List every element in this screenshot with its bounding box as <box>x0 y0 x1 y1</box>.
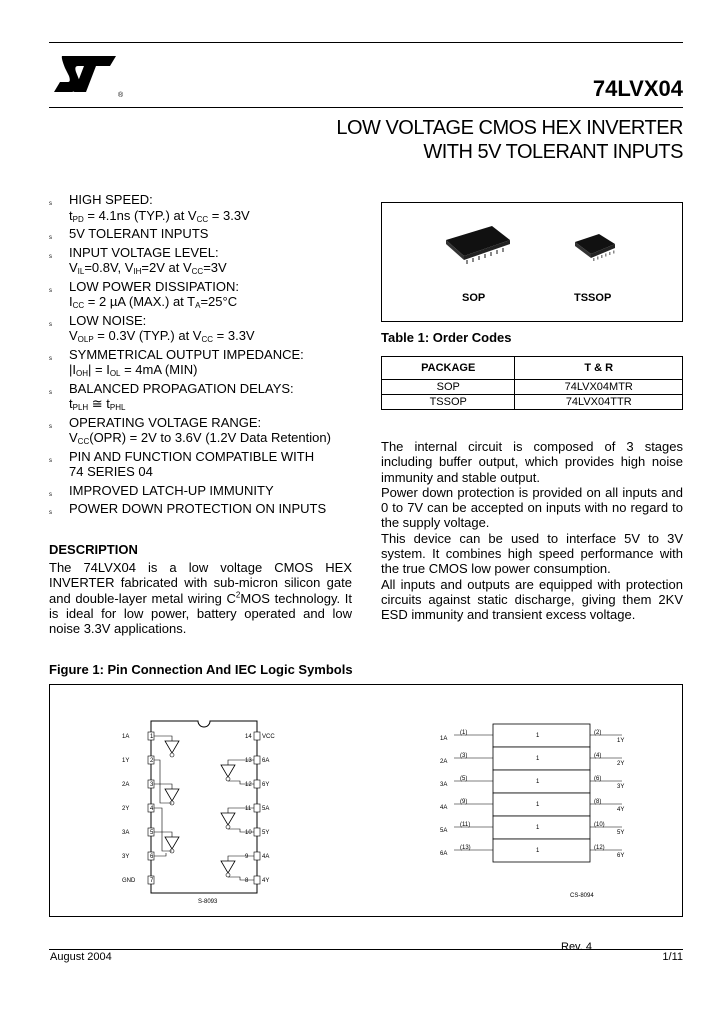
subscript: CC <box>196 214 209 224</box>
pin-number-right: 13 <box>245 758 252 764</box>
iec-output-pin: (4) <box>594 753 602 759</box>
paragraph: This device can be used to interface 5V to 3V system. It combines high speed performance with the true CMOS low power consumption. <box>381 530 683 577</box>
feature-item <box>49 501 369 517</box>
iec-output-label: 5Y <box>617 830 625 836</box>
pin-label-right: 5Y <box>262 830 270 836</box>
subscript: OH <box>76 369 88 378</box>
iec-output-label: 4Y <box>617 807 625 813</box>
iec-input-pin: (1) <box>460 730 468 736</box>
feature-detail <box>69 208 369 224</box>
description-text: The 74LVX04 is a low voltage CMOS HEX INVERTER fabricated with sub-micron silicon gate and double-layer metal wiring $C^2MOS$ technology. It is ideal for low power, battery operated and low noise 3.3V applications. <box>49 560 352 637</box>
iec-output-pin: (8) <box>594 799 602 805</box>
subscript: PHL <box>109 403 126 412</box>
feature-label: IMPROVED LATCH-UP IMMUNITY <box>69 482 274 498</box>
iec-input-label: 5A <box>440 828 448 834</box>
iec-gate-box <box>493 816 590 839</box>
bullet-icon: s <box>49 491 52 498</box>
feature-item <box>49 415 369 446</box>
pin-right <box>254 876 260 884</box>
bullet-icon: s <box>49 235 52 241</box>
inverter-bubble-icon <box>226 873 230 877</box>
table-cell: 74LVX04TTR <box>515 395 683 410</box>
pin-number-right: 14 <box>245 734 252 740</box>
figure-box <box>49 684 683 917</box>
bullet-icon: s <box>49 457 52 464</box>
feature-label: POWER DOWN PROTECTION ON INPUTS <box>69 501 327 516</box>
iec-gate-box <box>493 793 590 816</box>
dip-body <box>151 721 257 893</box>
text-part: V <box>69 260 78 275</box>
iec-gate-symbol: 1 <box>536 779 540 785</box>
text-part: V <box>69 430 78 445</box>
pin-label-right: 4Y <box>262 878 270 884</box>
package-images <box>381 202 683 322</box>
pin-number-left: 2 <box>150 758 154 764</box>
text-part: = 2 µA (MAX.) at T <box>84 294 196 309</box>
iec-gate-symbol: 1 <box>536 825 540 831</box>
inverter-gate-icon <box>165 741 179 753</box>
iec-output-pin: (6) <box>594 776 602 782</box>
feature-item <box>49 226 369 242</box>
iec-input-pin: (9) <box>460 799 468 805</box>
subscript: IH <box>133 267 142 276</box>
subtitle-line2: WITH 5V TOLERANT INPUTS <box>423 141 683 163</box>
wire <box>228 877 254 880</box>
inverter-gate-icon <box>165 789 179 801</box>
pin-right <box>254 852 260 860</box>
paragraph: The internal circuit is composed of 3 stages including buffer output, which provides high noise immunity and stable output. <box>381 439 683 485</box>
pin-number-right: 12 <box>245 782 252 788</box>
pin-number-right: 11 <box>245 806 252 812</box>
iec-gate-box <box>493 839 590 862</box>
inverter-gate-icon <box>221 765 235 777</box>
pin-label-right: 4A <box>262 854 270 860</box>
feature-label: SYMMETRICAL OUTPUT IMPEDANCE: <box>69 346 304 362</box>
subscript: A <box>195 301 201 310</box>
table-header: T & R <box>515 357 683 380</box>
text-part: =2V at V <box>141 260 192 275</box>
footer-date: August 2004 <box>50 951 112 963</box>
feature-label: HIGH SPEED: <box>69 192 153 207</box>
title-rule <box>49 107 683 108</box>
pin-label-right: 5A <box>262 806 270 812</box>
wire <box>154 853 166 856</box>
table-row <box>382 395 683 410</box>
st-logo <box>52 52 120 99</box>
pin-number-left: 4 <box>150 806 154 812</box>
iec-input-label: 2A <box>440 759 448 765</box>
text-part: =3V <box>203 260 227 275</box>
iec-input-pin: (5) <box>460 776 468 782</box>
pin-number-right: 9 <box>245 854 249 860</box>
feature-item <box>49 279 369 310</box>
bullet-icon: s <box>49 423 52 430</box>
table-row <box>382 380 683 395</box>
pin-label-left: 1Y <box>122 758 130 764</box>
feature-detail <box>69 260 369 276</box>
feature-item <box>49 483 369 499</box>
text-part: =25°C <box>200 294 238 309</box>
pin-number-left: 1 <box>150 734 154 740</box>
figure-code-right: CS-8094 <box>570 893 594 899</box>
feature-item <box>49 347 369 378</box>
feature-label: LOW POWER DISSIPATION: <box>69 278 239 294</box>
pin-label-right: 6Y <box>262 782 270 788</box>
figure-code-left: S-8093 <box>198 899 218 905</box>
tssop-label: TSSOP <box>574 292 612 304</box>
pin-number-right: 10 <box>245 830 252 836</box>
pin-right <box>254 732 260 740</box>
package-icons <box>382 203 682 321</box>
inverter-gate-icon <box>165 837 179 849</box>
wire <box>154 784 172 789</box>
text-part: |I <box>69 362 76 377</box>
paragraph: Power down protection is provided on all inputs and 0 to 7V can be accepted on inputs with no regard to the supply voltage. <box>381 484 683 531</box>
bullet-icon: s <box>49 287 52 294</box>
iec-input-label: 3A <box>440 782 448 788</box>
registered-mark: ® <box>118 92 124 99</box>
table-header: PACKAGE <box>382 357 515 380</box>
iec-gate-box <box>493 747 590 770</box>
pin-number-left: 6 <box>150 854 154 860</box>
subtitle-line1: LOW VOLTAGE CMOS HEX INVERTER <box>336 117 683 139</box>
text-part: = 4.1ns (TYP.) at V <box>83 207 197 223</box>
bullet-icon: s <box>49 389 52 396</box>
text-part: = 3.3V <box>208 207 250 223</box>
feature-item <box>49 449 369 480</box>
text-part: I <box>69 294 73 309</box>
wire <box>228 856 254 861</box>
feature-label: BALANCED PROPAGATION DELAYS: <box>69 380 294 396</box>
feature-item <box>49 313 369 344</box>
pin-right <box>254 756 260 764</box>
subscript: OLP <box>77 335 94 344</box>
feature-item <box>49 192 369 223</box>
pin-label-left: 3Y <box>122 854 130 860</box>
iec-input-label: 4A <box>440 805 448 811</box>
feature-detail <box>69 396 369 412</box>
feature-label: INPUT VOLTAGE LEVEL: <box>69 244 219 260</box>
subscript: CC <box>72 301 85 310</box>
paragraph: All inputs and outputs are equipped with protection circuits against static discharge, giving them 2KV ESD immunity and transient excess voltage. <box>381 576 683 623</box>
text-part: =0.8V, V <box>84 260 134 275</box>
feature-list <box>49 192 369 520</box>
iec-gate-symbol: 1 <box>536 848 540 854</box>
wire <box>154 832 172 837</box>
table-cell: 74LVX04MTR <box>515 380 683 395</box>
iec-input-pin: (13) <box>460 845 471 851</box>
iec-output-label: 3Y <box>617 784 625 790</box>
text-part: | = I <box>88 362 110 377</box>
right-column-text <box>381 439 683 623</box>
feature-label: LOW NOISE: <box>69 312 147 328</box>
feature-detail <box>69 362 369 378</box>
feature-label: OPERATING VOLTAGE RANGE: <box>69 414 262 430</box>
description-heading: DESCRIPTION <box>49 542 138 557</box>
bullet-icon: s <box>49 321 52 328</box>
feature-detail: 74 SERIES 04 <box>69 464 153 479</box>
iec-input-label: 1A <box>440 736 448 742</box>
pin-label-left: GND <box>122 878 136 884</box>
feature-label: 5V TOLERANT INPUTS <box>69 226 209 241</box>
inverter-gate-icon <box>221 861 235 873</box>
iec-output-label: 2Y <box>617 761 625 767</box>
feature-item <box>49 381 369 412</box>
iec-gate-box <box>493 770 590 793</box>
wire <box>154 736 172 741</box>
top-rule <box>49 42 683 43</box>
inverter-bubble-icon <box>226 777 230 781</box>
pin-right <box>254 780 260 788</box>
pin-label-left: 2A <box>122 782 130 788</box>
feature-detail <box>69 328 369 344</box>
text-part: = 3.3V <box>213 328 255 343</box>
pin-number-left: 3 <box>150 782 154 788</box>
iec-output-label: 6Y <box>617 853 625 859</box>
iec-gate-box <box>493 724 590 747</box>
svg-text:ST: ST <box>82 80 84 81</box>
iec-input-label: 6A <box>440 851 448 857</box>
figure-caption: Figure 1: Pin Connection And IEC Logic Symbols <box>49 662 353 677</box>
pin-number-left: 5 <box>150 830 154 836</box>
order-table-caption: Table 1: Order Codes <box>381 330 512 345</box>
pin-connection-diagram <box>50 685 682 916</box>
subscript: CC <box>191 267 204 276</box>
text-part: = 4mA (MIN) <box>120 362 198 377</box>
pin-right <box>254 828 260 836</box>
subscript: PD <box>72 214 84 224</box>
bullet-icon: s <box>49 201 52 207</box>
iec-output-pin: (2) <box>594 730 602 736</box>
pin-label-right: VCC <box>262 734 275 740</box>
footer-page: 1/11 <box>662 951 683 963</box>
inverter-bubble-icon <box>226 825 230 829</box>
table-cell: TSSOP <box>382 395 515 410</box>
text-part: ≅ t <box>88 396 110 411</box>
bullet-icon: s <box>49 355 52 362</box>
pin-label-left: 3A <box>122 830 130 836</box>
iec-output-label: 1Y <box>617 738 625 744</box>
sop-label: SOP <box>462 292 486 304</box>
iec-gate-symbol: 1 <box>536 733 540 739</box>
iec-output-pin: (12) <box>594 845 605 851</box>
subscript: PLH <box>72 403 89 412</box>
subscript: OL <box>109 369 121 378</box>
inverter-gate-icon <box>221 813 235 825</box>
text-part: t <box>69 396 73 411</box>
text-part: (OPR) = 2V to 3.6V (1.2V Data Retention) <box>89 430 331 445</box>
pin-label-right: 6A <box>262 758 270 764</box>
feature-detail <box>69 294 369 310</box>
footer-rev: Rev. 4 <box>561 941 592 953</box>
inverter-bubble-icon <box>170 753 174 757</box>
order-codes-table <box>381 356 683 410</box>
subscript: CC <box>201 335 214 344</box>
feature-detail <box>69 430 369 446</box>
text-part: = 0.3V (TYP.) at V <box>93 328 202 343</box>
iec-gate-symbol: 1 <box>536 756 540 762</box>
subscript: IL <box>77 267 85 276</box>
pin-label-left: 1A <box>122 734 130 740</box>
bullet-icon: s <box>49 253 52 260</box>
feature-item <box>49 245 369 276</box>
bullet-icon: s <box>49 510 52 516</box>
pin-number-right: 8 <box>245 878 249 884</box>
iec-gate-symbol: 1 <box>536 802 540 808</box>
text-part: V <box>69 328 78 343</box>
pin-label-left: 2Y <box>122 806 130 812</box>
pin-number-left: 7 <box>150 878 154 884</box>
table-cell: SOP <box>382 380 515 395</box>
part-number: 74LVX04 <box>592 76 683 101</box>
pin-right <box>254 804 260 812</box>
iec-input-pin: (11) <box>460 822 471 828</box>
iec-input-pin: (3) <box>460 753 468 759</box>
feature-label: PIN AND FUNCTION COMPATIBLE WITH <box>69 448 315 464</box>
subscript: CC <box>77 437 90 446</box>
iec-output-pin: (10) <box>594 822 605 828</box>
text-part: t <box>69 207 73 223</box>
